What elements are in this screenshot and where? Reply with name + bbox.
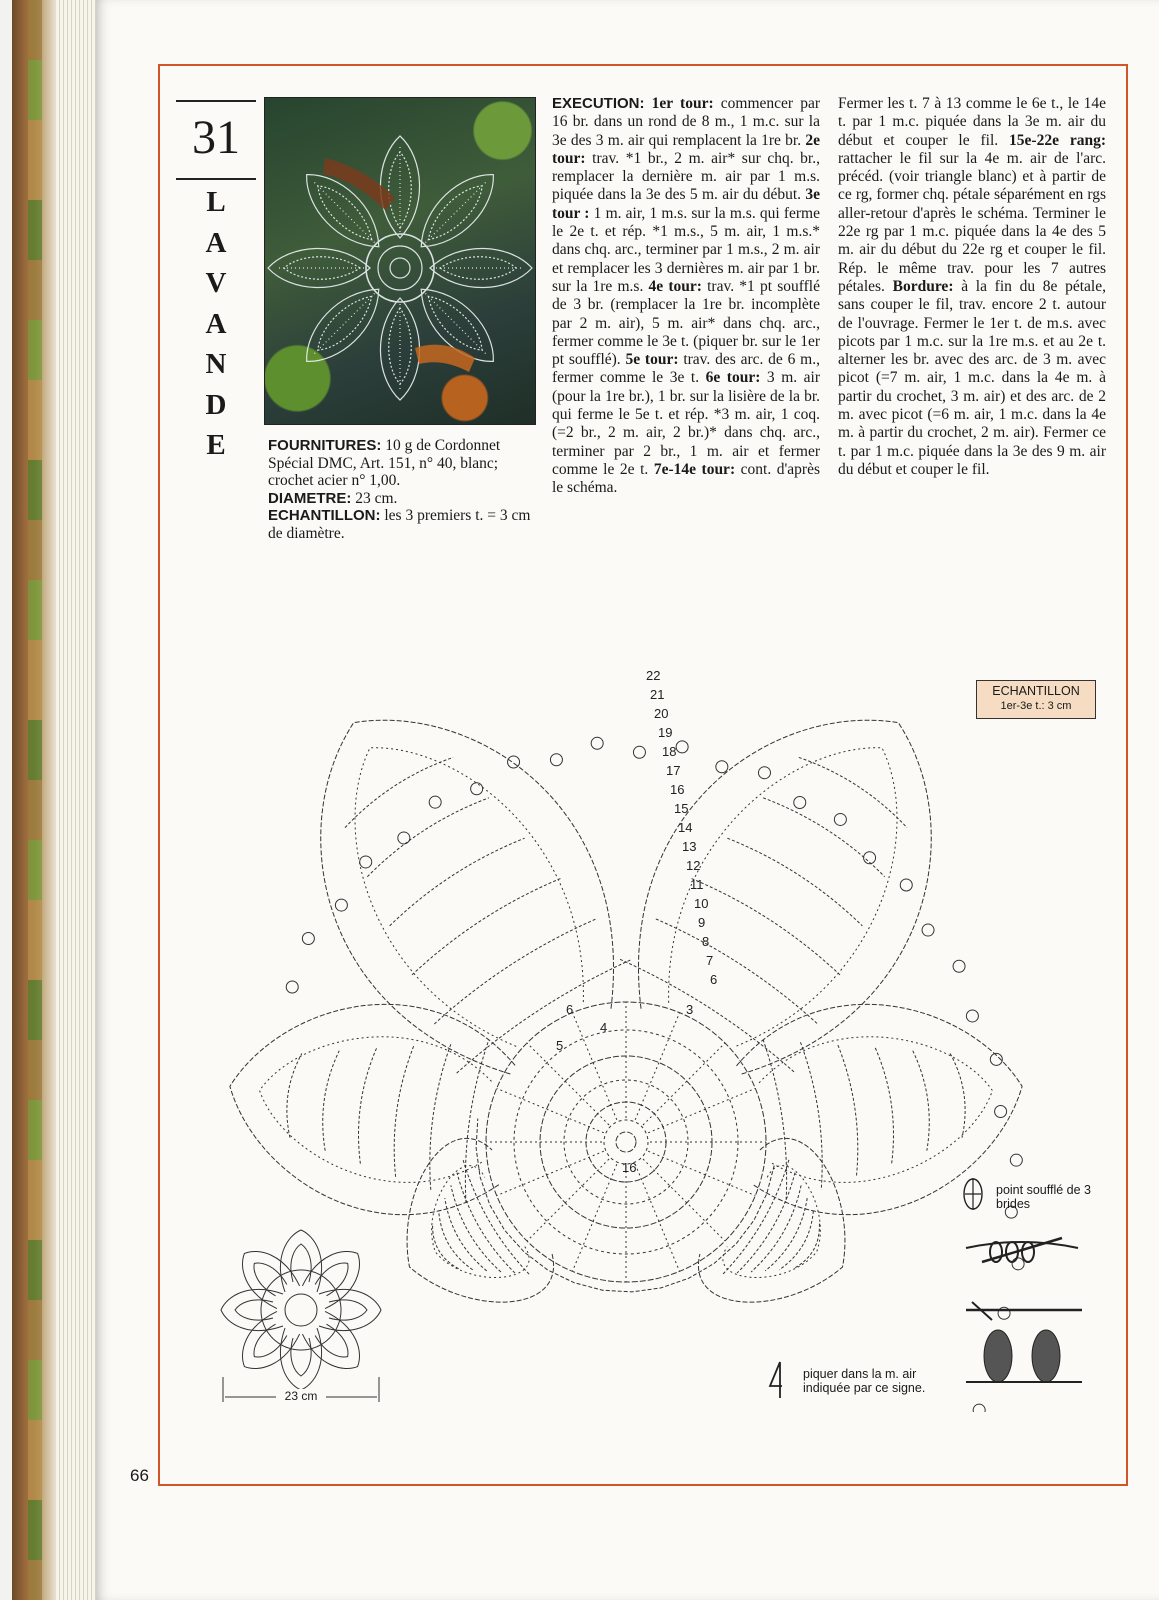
instruction-text: rattacher le fil sur la 4e m. air de l'arc. précéd. (voir triangle blanc) et à partir de ce rg, former chq. pétale séparément en rgs aller-retour d'après le schéma. Terminer le 22e rg par 1 m.c. piquée dans la 4e des 5 m. air du début du 22e rg et couper le fil. Rép. le même trav. pour les 7 autres pétales. (838, 149, 1106, 295)
instruction-heading: 6e tour: (705, 369, 761, 387)
instruction-heading: 5e tour: (625, 351, 679, 369)
book-spine (0, 0, 56, 1600)
page-edges (56, 0, 100, 1600)
chart-round (616, 1132, 636, 1152)
round-number-label: 4 (600, 1020, 608, 1035)
insert-sign-icon (768, 1360, 784, 1400)
instruction-text: à la fin du 8e pétale, sans couper le fil, trav. encore 2 t. autour de l'ouvrage. Fermer le 1er t. de m.s. avec picots par 1 m.c. sur la 1re m.s. et au 2e t. alterner les br. avec des arc. de 3 m. avec picot (=7 m. air, 1 m.c. dans la 4e m. à partir du crochet, 3 m. air) et des arc. de 2 m. avec picot (=6 m. air, 1 m.c. dans la 4e m. à partir du crochet, 2 m. air). Fermer ce t. par 1 m.c. piquée dans la 3e des 9 m. air du début et couper le fil. (838, 277, 1106, 478)
round-number-label: 16 (622, 1160, 637, 1175)
instruction-text: Fermer les t. 7 à 13 comme le 6e t., le 14e t. par 1 m.c. piquée dans la 3e m. air du début et couper le fil. (838, 95, 1106, 149)
instruction-heading: 7e-14e tour: (653, 460, 736, 478)
sample-box-title: ECHANTILLON (992, 684, 1080, 698)
instruction-text: trav. des arc. de 6 m., fermer comme le 3e t. (552, 351, 820, 387)
fournitures-label: FOURNITURES: (268, 437, 382, 454)
title-letter: V (205, 267, 227, 299)
doily-photo (264, 97, 536, 425)
chart-round (564, 1080, 688, 1204)
row-number-label: 13 (682, 839, 697, 854)
supplies-block (268, 437, 536, 542)
doily-illustration (265, 98, 535, 424)
diameter-dimension: 23 cm (276, 1389, 326, 1403)
page-number: 66 (130, 1466, 149, 1485)
puff-stitch-label: point soufflé de 3 brides (996, 1183, 1091, 1211)
execution-label: EXECUTION: (552, 95, 645, 112)
instruction-heading: 15e-22e rang: (1009, 131, 1106, 149)
instruction-heading: 4e tour: (648, 277, 702, 295)
round-number-label: 3 (686, 1002, 694, 1017)
chart-round (486, 1002, 766, 1282)
row-number-label: 16 (670, 782, 685, 797)
mini-flower-drawing (211, 1212, 391, 1412)
sample-box (976, 680, 1096, 719)
insert-note: piquer dans la m. air indiquée par ce signe. (803, 1367, 926, 1395)
row-number-label: 8 (702, 934, 710, 949)
fournitures-text: 10 g de Cordonnet Spécial DMC, Art. 151, n° 40, blanc; crochet acier n° 1,00. (268, 437, 501, 489)
title-letter: E (206, 429, 226, 461)
instruction-heading: 2e tour: (552, 131, 820, 167)
round-number-label: 6 (566, 1002, 574, 1017)
instruction-text: commencer par 16 br. dans un rond de 8 m., 1 m.c. sur la 3e des 3 m. air qui remplacent la 1re br. (552, 95, 820, 149)
chart-round (604, 1120, 648, 1164)
chart-petal (246, 653, 668, 1111)
instruction-text: cont. d'après le schéma. (552, 460, 821, 497)
row-number-label: 22 (646, 668, 661, 683)
instruction-text: trav. *1 pt soufflé de 3 br. (remplacer la 1re br. incomplète par 2 m. air), 5 m. air* dans chq. arc., fermer comme le 3e t. (piquer br. sur le 1er pt soufflé). (552, 277, 820, 369)
chart-petal (584, 653, 1006, 1111)
puff-stitch-diagram-icon (962, 1298, 1086, 1388)
row-number-label: 15 (674, 801, 689, 816)
pattern-title (196, 182, 236, 466)
chart-petal (730, 983, 1036, 1229)
instruction-heading: 3e tour : (552, 186, 820, 222)
chain-insert-icon (962, 1226, 1082, 1276)
row-number-label: 18 (662, 744, 677, 759)
title-letter: A (205, 226, 227, 259)
title-letter: A (205, 307, 227, 340)
row-number-label: 6 (710, 972, 718, 987)
diametre-label: DIAMETRE: (268, 489, 352, 507)
row-number-label: 12 (686, 858, 701, 873)
row-number-label: 20 (654, 706, 669, 721)
row-number-label: 21 (650, 687, 665, 702)
puff-stitch-icon (962, 1176, 984, 1212)
instruction-heading: Bordure: (892, 277, 954, 295)
row-number-label: 19 (658, 725, 673, 740)
row-number-label: 14 (678, 820, 693, 835)
sample-box-text: 1er-3e t.: 3 cm (1000, 700, 1072, 712)
magazine-page (96, 0, 1159, 1600)
execution-column-1 (552, 95, 820, 498)
row-number-label: 17 (666, 763, 681, 778)
round-number-label: 5 (556, 1038, 564, 1053)
title-letter: D (205, 388, 227, 421)
instruction-text: 3 m. air (pour la 1re br.), 1 br. sur la lisière de la br. qui ferme le 5e t. et rép. *3 m. air, 1 coq. (=2 br., 2 m. air, 2 br.)* dans chq. arc., terminer par 2 br., 1 m. air et fermer comme le 2e t. (552, 369, 821, 478)
row-number-label: 10 (694, 896, 709, 911)
execution-column-2 (838, 95, 1106, 479)
row-number-label: 11 (690, 877, 704, 892)
row-number-label: 9 (698, 915, 706, 930)
diametre-text: 23 cm. (355, 489, 398, 507)
mini-flower-diagram (211, 1212, 391, 1412)
echantillon-label: ECHANTILLON: (268, 507, 381, 524)
title-letter: L (206, 186, 226, 218)
instruction-text: trav. *1 br., 2 m. air* sur chq. br., remplacer la dernière m. air par 1 m.s. piquée dans la 3e des 5 m. air du début. (552, 149, 820, 204)
instruction-heading: 1er tour: (644, 95, 714, 112)
instruction-text: 1 m. air, 1 m.s. sur la m.s. qui ferme le 2e t. et rép. *1 m.s., 5 m. air, 1 m.s.* dans chq. arc., terminer par 1 m.s., 2 m. air et remplacer les 3 dernières m. air par 1 br. sur la 1re m.s. (552, 204, 820, 295)
pattern-number: 31 (176, 100, 256, 180)
chart-petal (215, 983, 521, 1229)
echantillon-text: les 3 premiers t. = 3 cm de diamètre. (268, 507, 531, 542)
row-number-label: 7 (706, 953, 714, 968)
chart-petal (366, 1127, 566, 1343)
title-letter: N (205, 348, 227, 380)
